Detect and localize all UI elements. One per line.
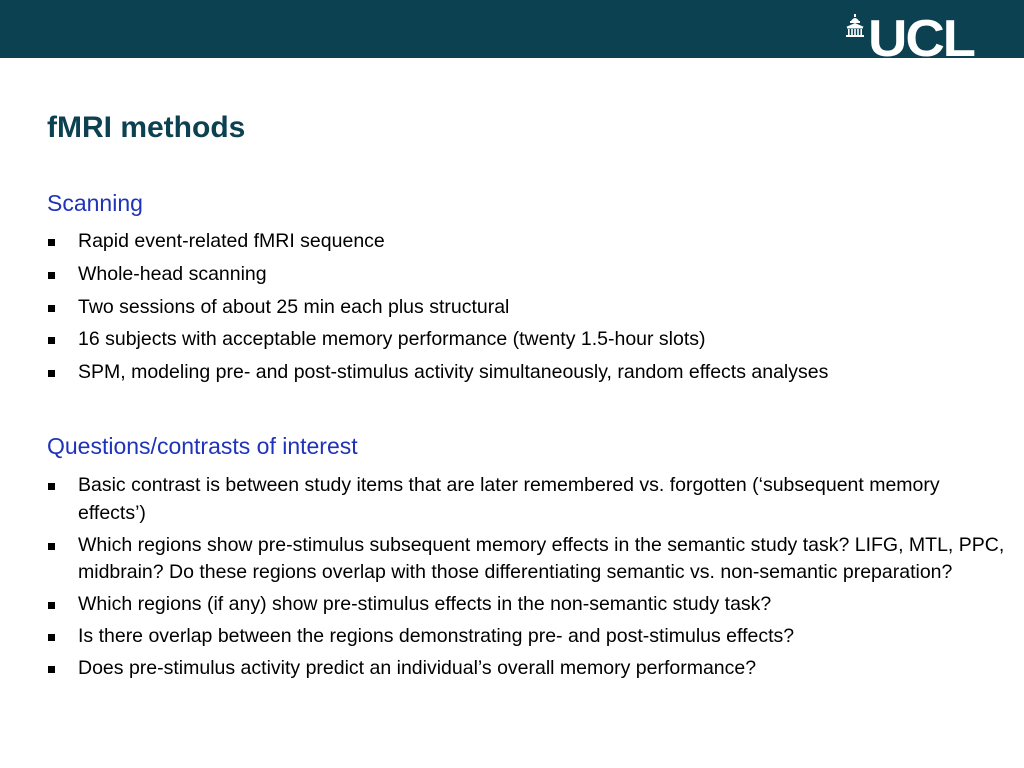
list-item-text: Rapid event-related fMRI sequence: [78, 230, 385, 252]
bullet-square-icon: [48, 272, 55, 279]
list-item: [47, 591, 1007, 619]
bullet-square-icon: [48, 239, 55, 246]
list-item-text: Basic contrast is between study items that are later remembered vs. forgotten (‘subsequent memory effects’): [78, 474, 940, 524]
list-item: [47, 532, 1007, 587]
list-item-text: SPM, modeling pre- and post-stimulus activity simultaneously, random effects analyses: [78, 361, 829, 384]
list-item: [47, 294, 1007, 322]
list-item: [47, 655, 1007, 683]
list-item-text: Whole-head scanning: [78, 262, 267, 285]
scanning-list: [47, 228, 1007, 392]
list-item-text: Which regions (if any) show pre-stimulus effects in the non-semantic study task?: [78, 593, 772, 616]
list-item-text: Which regions show pre-stimulus subsequent memory effects in the semantic study task? LIFG, MTL, PPC, midbrain? Do these regions overlap with those differentiating semantic vs. non-semantic preparation?: [78, 533, 1005, 584]
bullet-square-icon: [48, 634, 55, 641]
list-item-text: 16 subjects with acceptable memory performance (twenty 1.5-hour slots): [78, 328, 706, 351]
logo-text: UCL: [868, 10, 974, 68]
bullet-square-icon: [48, 543, 55, 550]
bullet-square-icon: [48, 666, 55, 673]
ucl-logo: [845, 10, 974, 68]
list-item: [47, 261, 1007, 289]
list-item: [47, 472, 1007, 527]
list-item-text: Is there overlap between the regions demonstrating pre- and post-stimulus effects?: [78, 625, 795, 648]
list-item: [47, 623, 1007, 651]
list-item-text: Does pre-stimulus activity predict an individual’s overall memory performance?: [78, 657, 757, 680]
bullet-square-icon: [48, 483, 55, 490]
list-item-text: Two sessions of about 25 min each plus structural: [78, 295, 510, 318]
bullet-square-icon: [48, 337, 55, 344]
list-item: [47, 359, 1007, 387]
page-title: fMRI methods: [47, 111, 246, 144]
bullet-square-icon: [48, 370, 55, 377]
bullet-square-icon: [48, 602, 55, 609]
header-banner: [0, 0, 1024, 68]
questions-list: [47, 472, 1007, 687]
bullet-square-icon: [48, 305, 55, 312]
list-item: [47, 228, 1007, 256]
section-heading-questions: Questions/contrasts of interest: [47, 433, 358, 459]
section-heading-scanning: Scanning: [47, 190, 143, 216]
portico-icon: [845, 14, 865, 38]
list-item: [47, 326, 1007, 354]
